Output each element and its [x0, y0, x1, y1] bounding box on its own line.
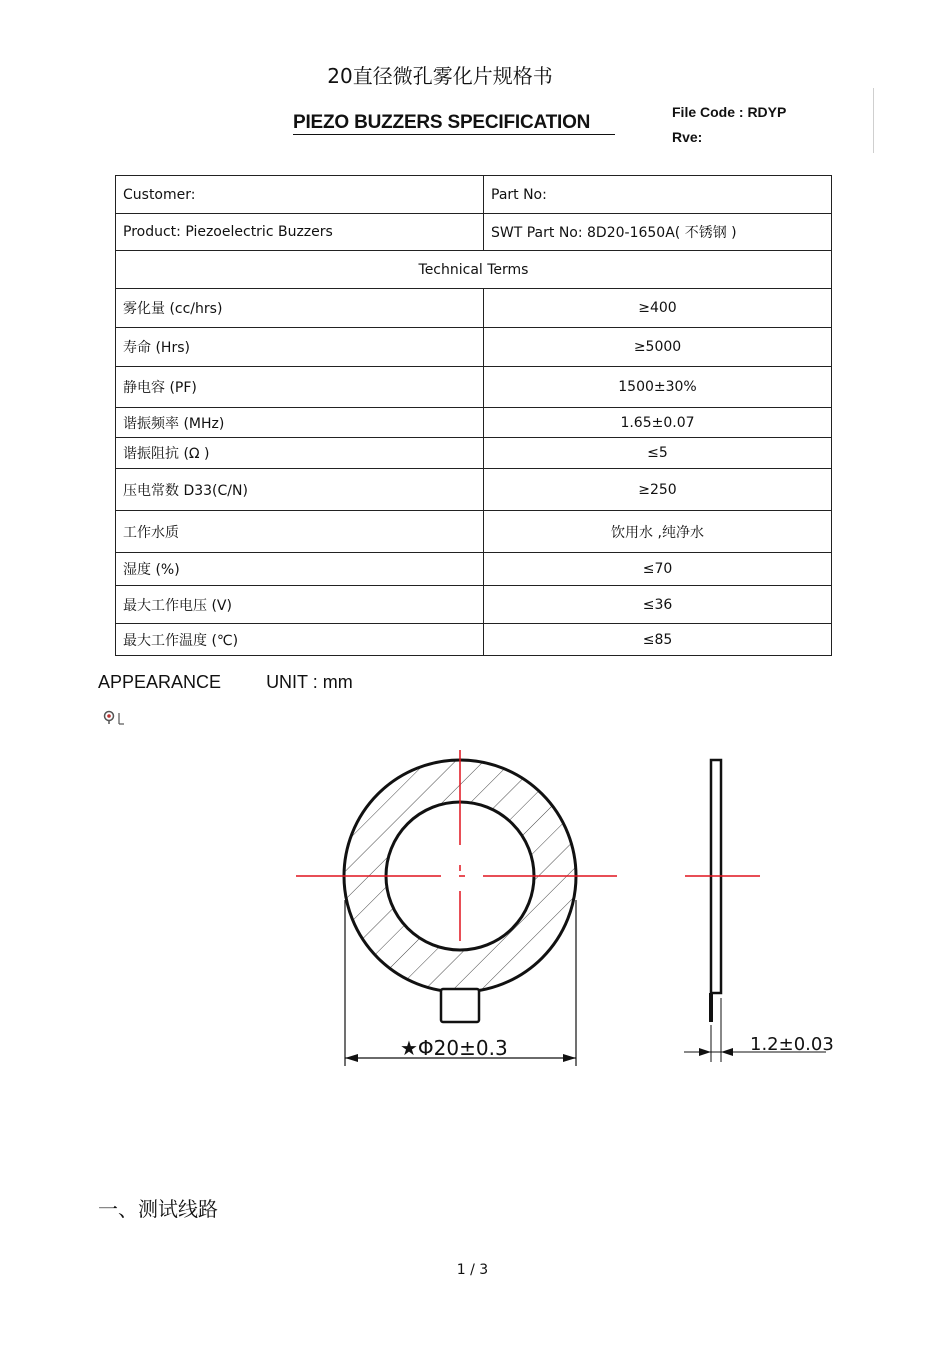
appearance-label: APPEARANCE: [98, 672, 222, 692]
swt-part-no-cell: SWT Part No: 8D20-1650A( 不锈钢 ): [484, 214, 832, 251]
embedded-object-icon: [102, 710, 126, 726]
table-row: [116, 438, 832, 469]
table-row: [116, 214, 832, 251]
document-title-cn: 20直径微孔雾化片规格书: [327, 64, 553, 88]
spec-value: 1.65±0.07: [484, 408, 832, 438]
spec-param: 压电常数 D33(C/N): [116, 469, 484, 511]
file-code-block: [672, 100, 786, 150]
disc-side-view: [685, 760, 760, 1022]
spec-table: [115, 175, 832, 656]
spec-param: 最大工作温度 (℃): [116, 624, 484, 656]
appearance-heading: [98, 672, 353, 693]
spec-value: ≤70: [484, 553, 832, 586]
technical-terms-header: Technical Terms: [116, 251, 832, 289]
table-row: [116, 289, 832, 328]
table-row: [116, 367, 832, 408]
document-title-en: PIEZO BUZZERS SPECIFICATION: [293, 112, 615, 135]
spec-param: 湿度 (%): [116, 553, 484, 586]
technical-drawing: [0, 740, 950, 1090]
spec-param: 谐振频率 (MHz): [116, 408, 484, 438]
table-row: [116, 251, 832, 289]
page-number: 1 / 3: [456, 1262, 489, 1278]
table-row: [116, 408, 832, 438]
table-row: [116, 469, 832, 511]
spec-param: 寿命 (Hrs): [116, 328, 484, 367]
customer-cell: Customer:: [116, 176, 484, 214]
table-row: [116, 511, 832, 553]
spec-value: 1500±30%: [484, 367, 832, 408]
table-row: [116, 328, 832, 367]
spec-value: ≥250: [484, 469, 832, 511]
table-row: [116, 553, 832, 586]
spec-param: 工作水质: [116, 511, 484, 553]
spec-param: 谐振阻抗 (Ω ): [116, 438, 484, 469]
unit-label: UNIT : mm: [266, 672, 353, 692]
spec-value: ≤5: [484, 438, 832, 469]
section-title: 一、测试线路: [98, 1197, 218, 1221]
table-row: [116, 624, 832, 656]
spec-param: 雾化量 (cc/hrs): [116, 289, 484, 328]
product-cell: Product: Piezoelectric Buzzers: [116, 214, 484, 251]
spec-value: ≤36: [484, 586, 832, 624]
disc-front-view: [296, 750, 617, 1022]
margin-divider: [873, 88, 874, 153]
thickness-dimension: [684, 998, 834, 1062]
table-row: [116, 176, 832, 214]
part-no-cell: Part No:: [484, 176, 832, 214]
table-row: [116, 586, 832, 624]
thickness-label: 1.2±0.03: [750, 1034, 834, 1055]
spec-param: 静电容 (PF): [116, 367, 484, 408]
spec-value: ≥400: [484, 289, 832, 328]
file-code: File Code : RDYP: [672, 104, 787, 120]
spec-value: 饮用水 ,纯净水: [484, 511, 832, 553]
spec-param: 最大工作电压 (V): [116, 586, 484, 624]
revision: Rve:: [672, 129, 703, 145]
diameter-label: ★Φ20±0.3: [400, 1036, 508, 1060]
spec-value: ≤85: [484, 624, 832, 656]
spec-value: ≥5000: [484, 328, 832, 367]
